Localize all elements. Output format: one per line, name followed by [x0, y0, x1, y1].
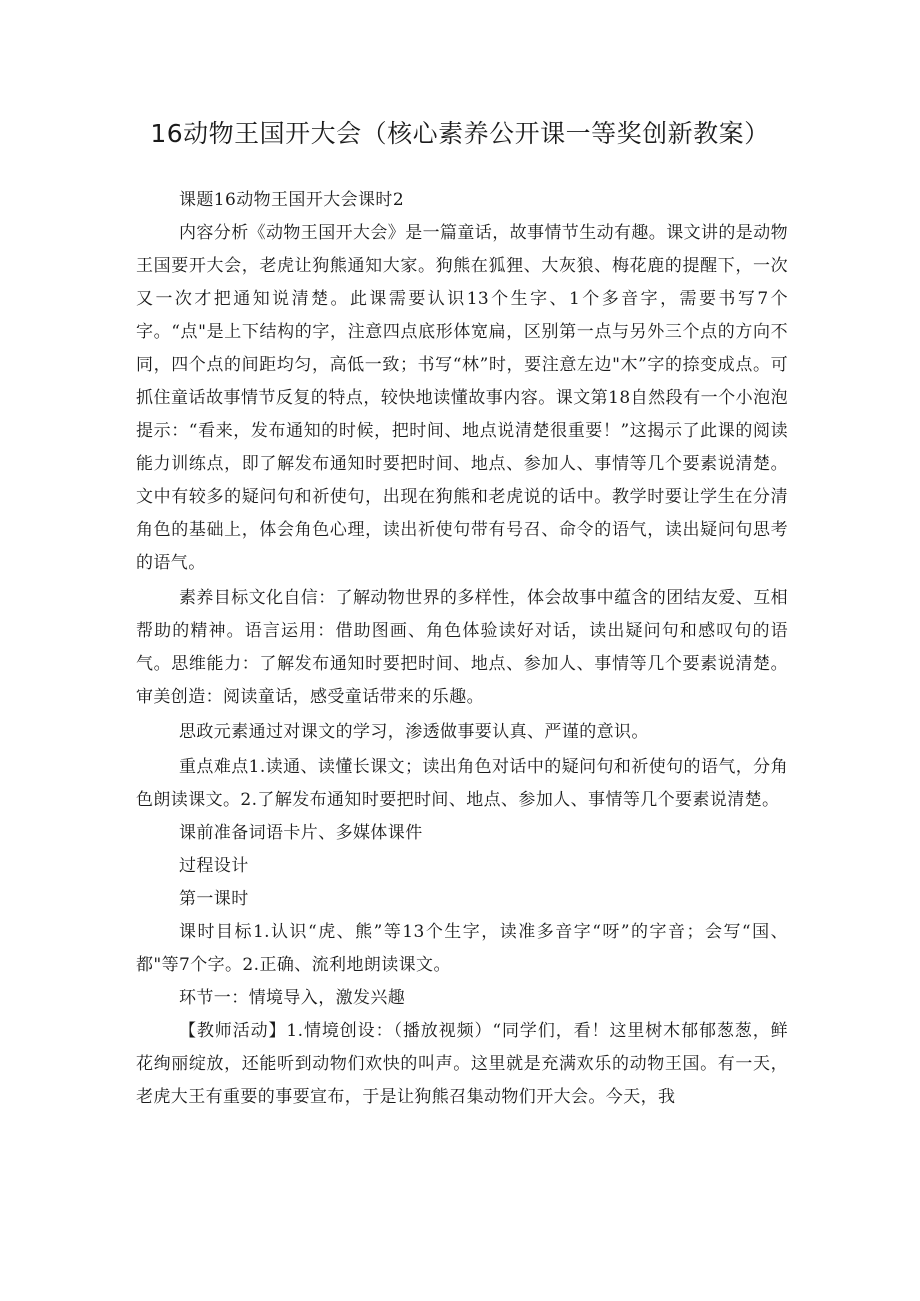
- paragraph-content-analysis: 内容分析《动物王国开大会》是一篇童话，故事情节生动有趣。课文讲的是动物王国要开大会，老虎让狗熊通知大家。狗熊在狐狸、大灰狼、梅花鹿的提醒下，一次又一次才把通知说清楚。此课需要认识13个生字、1个多音字，需要书写7个字。“点"是上下结构的字，注意四点底形体宽扁，区别第一点与另外三个点的方向不同，四个点的间距均匀，高低一致；书写“林”时，要注意左边"木”字的捺变成点。可抓住童话故事情节反复的特点，较快地读懂故事内容。课文第18自然段有一个小泡泡提示：“看来，发布通知的时候，把时间、地点说清楚很重要！”这揭示了此课的阅读能力训练点，即了解发布通知时要把时间、地点、参加人、事情等几个要素说清楚。文中有较多的疑问句和祈使句，出现在狗熊和老虎说的话中。教学时要让学生在分清角色的基础上，体会角色心理，读出祈使句带有号召、命令的语气，读出疑问句思考的语气。: [136, 223, 788, 573]
- document-title: 16动物王国开大会（核心素养公开课一等奖创新教案）: [150, 119, 770, 148]
- paragraph-ideological-elements: 思政元素通过对课文的学习，渗透做事要认真、严谨的意识。: [179, 722, 649, 742]
- paragraph-process-design: 过程设计: [179, 856, 249, 876]
- paragraph-preparation: 课前准备词语卡片、多媒体课件: [179, 823, 423, 843]
- paragraph-literacy-goals: 素养目标文化自信：了解动物世界的多样性，体会故事中蕴含的团结友爱、互相帮助的精神。语言运用：借助图画、角色体验读好对话，读出疑问句和感叹句的语气。思维能力：了解发布通知时要把时间、地点、参加人、事情等几个要素说清楚。审美创造：阅读童话，感受童话带来的乐趣。: [136, 588, 788, 707]
- paragraph-lesson-objectives: 课时目标1.认识“虎、熊”等13个生字，读准多音字“呀”的字音；会写“国、都"等7个字。2.正确、流利地朗读课文。: [136, 922, 788, 975]
- paragraph-first-lesson: 第一课时: [179, 889, 249, 909]
- paragraph-key-difficulties: 重点难点1.读通、读懂长课文；读出角色对话中的疑问句和祈使句的语气，分角色朗读课文。2.了解发布通知时要把时间、地点、参加人、事情等几个要素说清楚。: [136, 757, 788, 810]
- paragraph-teacher-activity: 【教师活动】1.情境创设：（播放视频）“同学们，看！这里树木郁郁葱葱，鲜花绚丽绽放，还能听到动物们欢快的叫声。这里就是充满欢乐的动物王国。有一天，老虎大王有重要的事要宣布，于是让狗熊召集动物们开大会。今天，我: [136, 1021, 788, 1107]
- paragraph-section-one: 环节一：情境导入，激发兴趣: [179, 988, 406, 1008]
- document-body: [136, 184, 788, 1114]
- paragraph-lesson-topic: 课题16动物王国开大会课时2: [179, 190, 405, 210]
